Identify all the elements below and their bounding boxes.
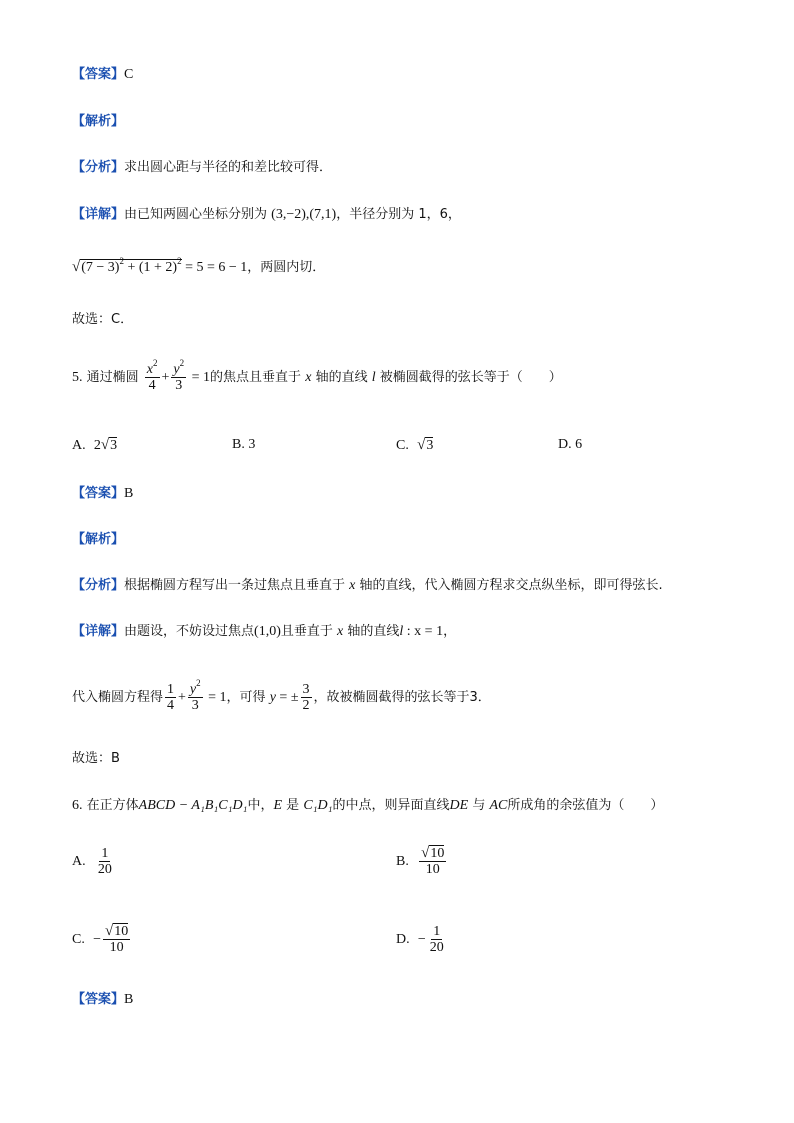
xiangjie-text: 由题设，不妨设过焦点 <box>124 624 255 639</box>
option-label: A. <box>72 438 86 453</box>
radicand: 3 <box>110 438 118 453</box>
q5-fenxi <box>72 577 663 595</box>
question-number: 5. <box>72 370 83 385</box>
exp: 2 <box>153 358 158 368</box>
fraction-1-over-20 <box>428 924 446 955</box>
line-ac: AC <box>489 798 508 813</box>
var-x: x <box>349 578 356 593</box>
fraction-3-over-2 <box>301 682 312 713</box>
term-2: + (1 + 2) <box>123 260 178 275</box>
xiangjie-text: ，故被椭圆截得的弦长等于3． <box>313 690 491 705</box>
stem-text: 所成角的余弦值为（ ） <box>507 798 664 813</box>
q4-answer <box>72 66 133 84</box>
analysis-tag: 【解析】 <box>72 114 125 129</box>
q4-choose <box>72 311 133 329</box>
option-text: B. 3 <box>232 437 256 452</box>
radical-sign: √ <box>417 437 426 453</box>
plus-sign: + <box>161 370 170 385</box>
exp-2: 2 <box>177 256 182 266</box>
q6-option-c[interactable] <box>72 924 132 955</box>
option-label: A. <box>72 854 86 869</box>
option-label: C. <box>72 932 85 947</box>
focus-point: (1,0) <box>254 624 281 639</box>
q5-choose <box>72 750 120 768</box>
option-text: D. 6 <box>558 437 583 452</box>
fenxi-text: 求出圆心距与半径的和差比较可得． <box>124 160 333 175</box>
var-y: y <box>173 362 180 377</box>
q5-option-a[interactable] <box>72 436 117 455</box>
var-l: l <box>371 370 376 385</box>
fraction-y2-over-3 <box>171 358 186 393</box>
answer-value: B <box>124 992 134 1007</box>
q5-xiangjie-line1 <box>72 623 456 641</box>
numerator: 3 <box>302 682 310 697</box>
xiangjie-text: 且垂直于 <box>280 624 333 639</box>
q5-option-c[interactable] <box>396 436 433 455</box>
line-de: DE <box>449 798 469 813</box>
denominator: 3 <box>175 378 183 393</box>
q6-option-b[interactable] <box>396 846 448 877</box>
center-coords: (3,−2),(7,1) <box>271 207 337 222</box>
segment-c1d1: C₁D₁ <box>303 798 333 813</box>
q4-analysis-heading <box>72 113 124 131</box>
radicand: 10 <box>430 846 445 861</box>
plus-sign: + <box>178 690 186 705</box>
fenxi-text: 轴的直线，代入椭圆方程求交点纵坐标，即可得弦长. <box>359 578 663 593</box>
term-1: (7 − 3) <box>81 260 120 275</box>
q6-option-a[interactable] <box>72 846 116 877</box>
plus-minus: = ± <box>275 690 299 705</box>
answer-tag: 【答案】 <box>72 992 125 1007</box>
line-equation: : x = 1 <box>403 624 444 639</box>
tangent-text: ，两圆内切． <box>247 260 326 275</box>
fenxi-tag: 【分析】 <box>72 160 125 175</box>
xiangjie-tag: 【详解】 <box>72 207 125 222</box>
q4-fenxi <box>72 159 332 177</box>
option-label: D. <box>396 932 410 947</box>
xiangjie-tag: 【详解】 <box>72 624 125 639</box>
cube-name: ABCD − A₁B₁C₁D₁ <box>138 798 248 813</box>
stem-text: 被椭圆截得的弦长等于（ ） <box>379 370 562 385</box>
q6-option-d[interactable] <box>396 924 448 955</box>
answer-tag: 【答案】 <box>72 486 125 501</box>
analysis-tag: 【解析】 <box>72 532 125 547</box>
option-label: C. <box>396 438 409 453</box>
q6-stem <box>72 797 663 815</box>
denominator: 2 <box>302 698 310 713</box>
denominator: 20 <box>429 940 444 955</box>
q5-answer <box>72 485 133 503</box>
stem-text: 是 <box>286 798 300 813</box>
stem-text: 轴的直线 <box>315 370 368 385</box>
var-e: E <box>273 798 283 813</box>
var-x: x <box>337 624 344 639</box>
stem-text: 通过椭圆 <box>86 370 139 385</box>
q5-option-b[interactable] <box>232 436 255 454</box>
denominator: 4 <box>167 698 175 713</box>
denominator: 4 <box>148 378 156 393</box>
radical-sign: √ <box>105 923 114 939</box>
denominator: 3 <box>191 698 199 713</box>
xiangjie-text: 轴的直线 <box>347 624 400 639</box>
exp: 2 <box>179 358 185 368</box>
denominator: 10 <box>109 940 124 955</box>
q5-option-d[interactable] <box>558 436 582 454</box>
fenxi-text: 根据椭圆方程写出一条过焦点且垂直于 <box>124 578 346 593</box>
xiangjie-text: 代入椭圆方程得 <box>72 690 164 705</box>
xiangjie-text: 由已知两圆心坐标分别为 <box>124 207 268 222</box>
equals-one: = 1 <box>188 370 211 385</box>
comma: ， <box>443 624 457 639</box>
radius-text: ，半径分别为 1，6， <box>336 207 461 222</box>
radical-sign: √ <box>100 437 110 453</box>
minus-sign: − <box>417 932 426 947</box>
q4-xiangjie-line2 <box>72 258 325 277</box>
fraction-1-over-20 <box>96 846 114 877</box>
distance-expression <box>80 256 182 275</box>
fraction-y2-over-3 <box>188 678 203 713</box>
coef: 2 <box>93 438 101 453</box>
answer-tag: 【答案】 <box>72 67 125 82</box>
radicand: 10 <box>114 924 129 939</box>
option-label: B. <box>396 854 409 869</box>
exp-1: 2 <box>119 256 124 266</box>
fenxi-tag: 【分析】 <box>72 578 125 593</box>
var-y: y <box>189 682 197 697</box>
var-l: l <box>399 624 404 639</box>
stem-text: 在正方体 <box>86 798 139 813</box>
stem-text: 与 <box>472 798 486 813</box>
numerator: 1 <box>101 846 109 861</box>
radical-sign: √ <box>72 259 81 275</box>
stem-text: 的中点，则异面直线 <box>332 798 450 813</box>
stem-text: 的焦点且垂直于 <box>210 370 302 385</box>
stem-text: 中， <box>247 798 274 813</box>
q5-analysis-heading <box>72 531 124 549</box>
question-number: 6. <box>72 798 83 813</box>
q6-answer <box>72 991 133 1009</box>
var-x: x <box>305 370 312 385</box>
equals-one: = 1 <box>204 690 227 705</box>
q4-xiangjie-line1 <box>72 206 461 224</box>
denominator: 10 <box>425 862 440 877</box>
fraction-sqrt10-over-10 <box>419 846 446 877</box>
answer-value: C <box>124 67 134 82</box>
radical-sign: √ <box>421 845 430 861</box>
answer-value: B <box>124 486 134 501</box>
numerator: 1 <box>167 682 175 697</box>
minus-sign: − <box>93 932 102 947</box>
denominator: 20 <box>97 862 112 877</box>
distance-result: = 5 = 6 − 1 <box>181 260 248 275</box>
fraction-sqrt10-over-10 <box>103 924 130 955</box>
fraction-x2-over-4 <box>145 358 160 393</box>
q5-stem <box>72 358 562 393</box>
radicand: 3 <box>426 438 434 453</box>
var-y: y <box>269 690 276 705</box>
fraction-1-over-4 <box>165 682 176 713</box>
choose-text: 故选：B <box>72 751 120 766</box>
numerator: 1 <box>433 924 441 939</box>
var-x: x <box>146 362 154 377</box>
exp: 2 <box>196 678 201 688</box>
choose-text: 故选：C． <box>72 312 134 327</box>
q5-xiangjie-line2 <box>72 678 491 713</box>
xiangjie-text: ，可得 <box>226 690 266 705</box>
